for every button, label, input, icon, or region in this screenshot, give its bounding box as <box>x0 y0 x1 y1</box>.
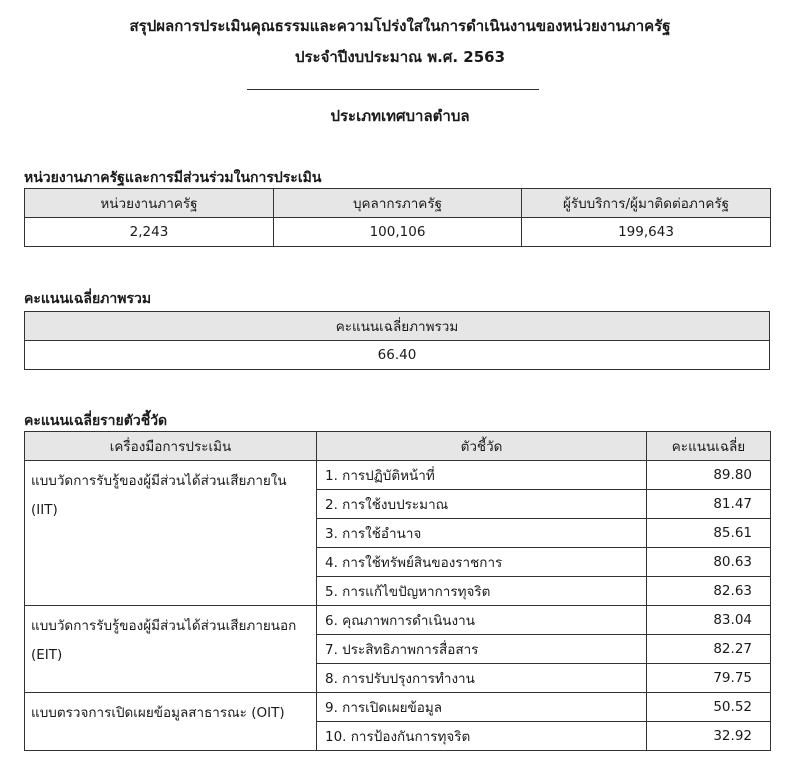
indicator-score: 50.52 <box>647 693 771 722</box>
indicator-name: 5. การแก้ไขปัญหาการทุจริต <box>317 577 647 606</box>
indicator-score: 32.92 <box>647 722 771 751</box>
fiscal-year-subtitle: ประจำปีงบประมาณ พ.ศ. 2563 <box>294 48 506 66</box>
personnel-count: 100,106 <box>274 218 522 247</box>
table-row <box>25 341 770 370</box>
overall-score-table <box>24 311 770 370</box>
column-header: ผู้รับบริการ/ผู้มาติดต่อภาครัฐ <box>522 189 771 218</box>
column-header: คะแนนเฉลี่ยภาพรวม <box>25 312 770 341</box>
participation-section-title: หน่วยงานภาครัฐและการมีส่วนร่วมในการประเมิน <box>24 170 322 186</box>
indicator-name: 9. การเปิดเผยข้อมูล <box>317 693 647 722</box>
indicator-score: 83.04 <box>647 606 771 635</box>
organization-category: ประเภทเทศบาลตำบล <box>330 107 470 125</box>
service-recipient-count: 199,643 <box>522 218 771 247</box>
column-header: บุคลากรภาครัฐ <box>274 189 522 218</box>
indicator-name: 7. ประสิทธิภาพการสื่อสาร <box>317 635 647 664</box>
overall-score: 66.40 <box>25 341 770 370</box>
title-divider <box>247 89 539 90</box>
indicator-name: 10. การป้องกันการทุจริต <box>317 722 647 751</box>
indicator-score-table <box>24 431 771 751</box>
assessment-tool-oit: แบบตรวจการเปิดเผยข้อมูลสาธารณะ (OIT) <box>25 693 317 751</box>
table-row <box>25 461 771 490</box>
participation-table <box>24 188 771 247</box>
indicator-score: 82.63 <box>647 577 771 606</box>
column-header: ตัวชี้วัด <box>317 432 647 461</box>
agency-count: 2,243 <box>25 218 274 247</box>
indicator-score: 80.63 <box>647 548 771 577</box>
indicator-score: 81.47 <box>647 490 771 519</box>
overall-section-title: คะแนนเฉลี่ยภาพรวม <box>24 291 152 307</box>
table-header-row <box>25 312 770 341</box>
column-header: คะแนนเฉลี่ย <box>647 432 771 461</box>
indicator-score: 89.80 <box>647 461 771 490</box>
table-header-row <box>25 432 771 461</box>
indicators-section-title: คะแนนเฉลี่ยรายตัวชี้วัด <box>24 413 168 429</box>
table-header-row <box>25 189 771 218</box>
table-row <box>25 693 771 722</box>
indicator-name: 4. การใช้ทรัพย์สินของราชการ <box>317 548 647 577</box>
indicator-name: 8. การปรับปรุงการทำงาน <box>317 664 647 693</box>
indicator-score: 79.75 <box>647 664 771 693</box>
indicator-score: 82.27 <box>647 635 771 664</box>
column-header: เครื่องมือการประเมิน <box>25 432 317 461</box>
indicator-score: 85.61 <box>647 519 771 548</box>
indicator-name: 6. คุณภาพการดำเนินงาน <box>317 606 647 635</box>
table-row <box>25 218 771 247</box>
indicator-name: 1. การปฏิบัติหน้าที่ <box>317 461 647 490</box>
indicator-name: 2. การใช้งบประมาณ <box>317 490 647 519</box>
table-row <box>25 606 771 635</box>
indicator-name: 3. การใช้อำนาจ <box>317 519 647 548</box>
assessment-tool-eit: แบบวัดการรับรู้ของผู้มีส่วนได้ส่วนเสียภายนอก (EIT) <box>25 606 317 693</box>
document-title: สรุปผลการประเมินคุณธรรมและความโปร่งใสในการดำเนินงานของหน่วยงานภาครัฐ <box>129 17 671 35</box>
column-header: หน่วยงานภาครัฐ <box>25 189 274 218</box>
assessment-tool-iit: แบบวัดการรับรู้ของผู้มีส่วนได้ส่วนเสียภายใน (IIT) <box>25 461 317 606</box>
